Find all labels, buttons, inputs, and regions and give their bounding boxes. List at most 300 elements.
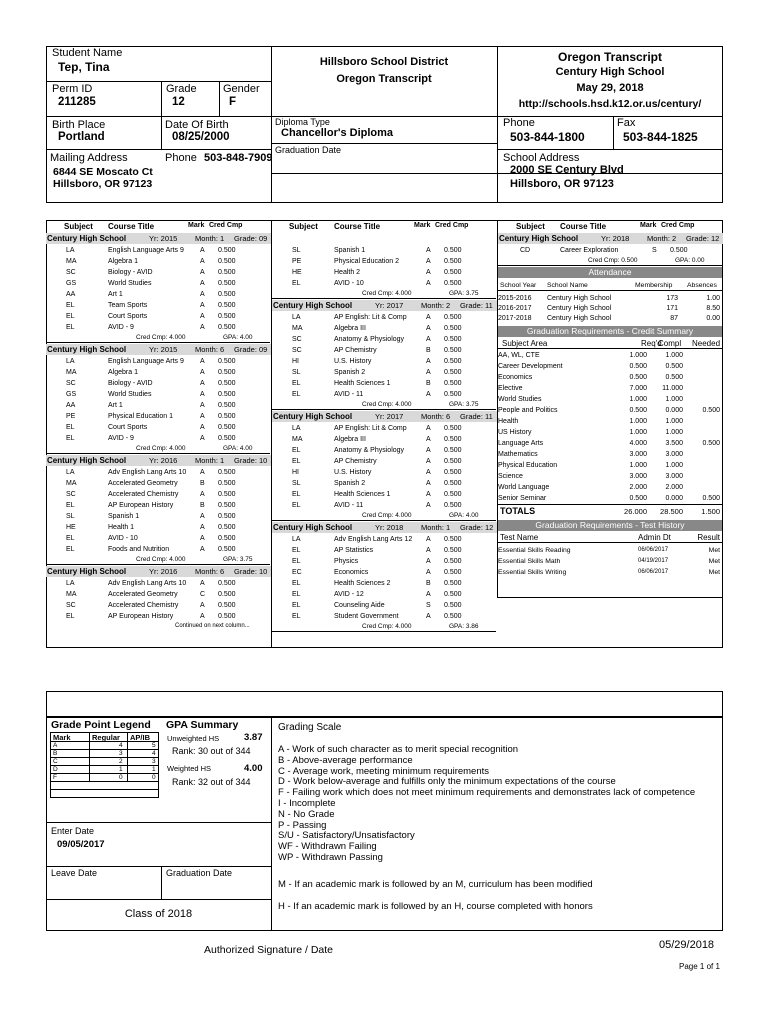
graduation-date-label-lower: Graduation Date [166,868,233,878]
attendance-row [498,313,722,324]
credit-completed: 1.000 [665,462,683,469]
course-credit: 0.500 [218,391,236,398]
weighted-label: Weighted HS [167,764,212,773]
term-year: Yr: 2015 [149,234,178,243]
course-credit: 0.500 [218,402,236,409]
totals-needed: 1.500 [701,507,720,516]
term-header [272,411,497,422]
course-row [272,267,492,278]
continued-note: Continued on next column... [175,623,250,629]
course-credit: 0.500 [218,324,236,331]
test-history-header [498,532,722,543]
course-credit: 0.500 [218,535,236,542]
course-subject: GS [66,391,77,398]
attendance-title: Attendance [498,267,722,278]
attendance-school: Century High School [547,305,612,312]
unweighted-rank: Rank: 30 out of 344 [172,746,251,756]
course-title: AVID - 11 [334,502,364,509]
course-title: English Language Arts 9 [108,247,184,254]
credit-row [498,383,722,394]
course-title: AP European History [108,613,174,620]
course-credit: 0.500 [218,591,236,598]
term-summary [46,333,270,343]
course-row [46,322,266,333]
course-subject: EL [66,535,75,542]
test-date: 06/06/2017 [638,569,669,575]
course-title: AVID - 9 [108,435,134,442]
course-subject: SC [292,336,302,343]
signature-date: 05/29/2018 [659,939,715,951]
course-row [272,600,492,611]
school-name: Century High School [555,66,665,78]
course-subject: LA [66,580,75,587]
course-row [46,578,266,589]
course-title: Economics [334,569,369,576]
credit-required: 3.000 [629,473,647,480]
course-credit: 0.500 [444,325,462,332]
credit-needed: 0.500 [702,440,720,447]
course-credit: 0.500 [444,336,462,343]
course-title: Art 1 [108,291,123,298]
course-row [46,611,266,622]
course-mark: C [200,591,206,598]
course-credit: 0.500 [218,580,236,587]
test-col-header: Test Name [500,533,539,542]
course-credit: 0.500 [218,469,236,476]
course-mark: A [200,269,205,276]
course-credit: 0.500 [218,613,236,620]
credit-needed: 0.500 [702,407,720,414]
mailing-address-label: Mailing Address [50,152,128,164]
course-subject: MA [292,436,303,443]
legend-mark: D [53,766,58,773]
credit-row [498,361,722,372]
course-mark: A [426,258,431,265]
attendance-absences: 1.00 [706,295,720,302]
credit-completed: 1.000 [665,418,683,425]
course-mark: A [426,369,431,376]
course-mark: A [426,314,431,321]
term-header [272,522,497,533]
totals-label: TOTALS [500,506,536,516]
course-credit: 0.500 [218,291,236,298]
course-row [272,334,492,345]
course-title: Spanish 1 [334,247,366,254]
course-row [272,323,492,334]
note-modified: M - If an academic mark is followed by an M, curriculum has been modified [278,879,593,890]
credit-subject: Career Development [498,363,563,370]
course-credit: 0.500 [670,247,688,254]
course-mark: A [426,502,431,509]
legend-apib: 1 [152,766,156,773]
course-row [46,267,266,278]
credit-subject: Economics [498,374,533,381]
credit-summary-title: Graduation Requirements - Credit Summary [498,326,722,337]
credit-col-header: Compl [658,339,682,348]
course-credit: 0.500 [218,269,236,276]
course-credit: 0.500 [444,491,462,498]
course-title: AP English: Lit & Comp [334,314,407,321]
credit-row [498,372,722,383]
course-subject: MA [66,258,77,265]
legend-apib: 0 [152,774,156,781]
attendance-school: Century High School [547,295,612,302]
dob: 08/25/2000 [172,131,230,143]
course-row [272,556,492,567]
term-month: Month: 6 [421,412,451,421]
course-row [272,278,492,289]
course-row [46,522,266,533]
leave-date-label: Leave Date [51,868,98,878]
course-row [272,478,492,489]
summary-gpa: GPA: 0.00 [675,257,705,264]
course-subject: EL [66,435,75,442]
legend-apib: 3 [152,758,156,765]
summary-credits: Cred Cmp: 4.000 [362,290,412,297]
course-title: Foods and Nutrition [108,546,170,553]
course-subject: EL [292,458,301,465]
term-summary [272,511,496,521]
course-subject: MA [66,591,77,598]
course-row [46,500,266,511]
credit-required: 1.000 [629,462,647,469]
course-title: Court Sports [108,313,148,320]
course-subject: EL [66,302,75,309]
term-grade: Grade: 09 [234,345,268,354]
legend-row [50,774,159,782]
attendance-year: 2017-2018 [498,315,532,322]
attendance-membership: 171 [666,305,678,312]
course-credit: 0.500 [444,613,462,620]
term-grade: Grade: 09 [234,234,268,243]
credit-completed: 0.000 [665,407,683,414]
credit-row [498,405,722,416]
course-mark: A [200,380,205,387]
mailing-line1: 6844 SE Moscato Ct [53,166,153,178]
summary-credits: Cred Cmp: 4.000 [136,334,186,341]
district-name: Hillsboro School District [319,56,449,68]
course-row [46,389,266,400]
test-row [498,567,722,578]
summary-gpa: GPA: 3.86 [449,623,479,630]
legend-row-empty [50,790,159,798]
course-row [46,367,266,378]
course-credit: 0.500 [218,313,236,320]
course-row [272,456,492,467]
course-credit: 0.500 [218,546,236,553]
credit-subject: Elective [498,385,523,392]
credit-row [498,449,722,460]
term-year: Yr: 2017 [375,412,404,421]
course-credit: 0.500 [218,424,236,431]
course-mark: A [426,447,431,454]
term-school: Century High School [273,523,353,532]
course-credit: 0.500 [218,413,236,420]
summary-gpa: GPA: 3.75 [449,290,479,297]
term-school: Century High School [47,234,127,243]
course-row [498,245,722,256]
course-title: AVID - 12 [334,591,364,598]
credit-completed: 2.000 [665,484,683,491]
course-subject: EL [66,502,75,509]
summary-gpa: GPA: 4.00 [449,512,479,519]
legend-mark: F [53,774,57,781]
credit-subject: World Studies [498,396,542,403]
course-row [46,467,266,478]
credit-needed: 0.500 [702,495,720,502]
legend-col-header: Regular [92,733,120,742]
course-mark: A [426,491,431,498]
course-row [272,467,492,478]
credit-required: 1.000 [629,396,647,403]
course-credit: 0.500 [444,469,462,476]
graduation-date-label: Graduation Date [275,145,342,155]
fax-label: Fax [617,117,636,129]
course-row [272,356,492,367]
course-mark: A [426,436,431,443]
course-row [46,544,266,555]
course-credit: 0.500 [444,591,462,598]
course-credit: 0.500 [444,347,462,354]
credit-subject: Science [498,473,523,480]
legend-regular: 1 [119,766,123,773]
credit-subject: Language Arts [498,440,544,447]
term-summary [272,622,496,632]
term-header [46,344,271,355]
course-subject: PE [66,413,76,420]
course-mark: A [200,291,205,298]
term-grade: Grade: 12 [686,234,720,243]
legend-mark: B [53,750,58,757]
course-mark: A [426,358,431,365]
course-row [46,489,266,500]
term-summary [498,256,722,266]
home-phone-label: Phone [165,152,197,164]
term-year: Yr: 2018 [375,523,404,532]
term-school: Century High School [273,412,353,421]
class-of: Class of 2018 [124,908,193,920]
test-row [498,545,722,556]
course-row [272,312,492,323]
course-subject: EL [292,613,301,620]
course-subject: LA [292,425,301,432]
course-mark: A [426,247,431,254]
grading-scale-item: WP - Withdrawn Passing [278,852,383,863]
course-row [46,245,266,256]
course-subject: EL [292,280,301,287]
course-mark: A [426,591,431,598]
course-title: Student Government [334,613,399,620]
credit-col-header: Needed [692,339,721,348]
course-subject: AA [66,402,76,409]
course-credit: 0.500 [444,447,462,454]
term-header [46,566,271,577]
legend-row [50,742,159,750]
grading-scale-item: D - Work below-average and fulfills only the minimum expectations of the course [278,776,616,788]
course-mark: A [200,302,205,309]
course-credit: 0.500 [444,280,462,287]
gender-value: F [229,96,237,108]
attendance-col-header: School Year [500,282,537,289]
credit-row [498,460,722,471]
course-row [272,589,492,600]
course-title: Algebra 1 [108,369,138,376]
course-credit: 0.500 [218,480,236,487]
credit-required: 3.000 [629,451,647,458]
course-title: Team Sports [108,302,148,309]
credit-subject: Senior Seminar [498,495,547,502]
test-date: 06/06/2017 [638,547,669,553]
credit-required: 2.000 [629,484,647,491]
course-subject: MA [292,325,303,332]
enter-date-label: Enter Date [51,826,95,836]
credit-completed: 0.000 [665,495,683,502]
course-title: World Studies [108,280,152,287]
credit-required: 0.500 [629,363,647,370]
credit-completed: 1.000 [665,396,683,403]
grading-scale-item: I - Incomplete [278,798,336,809]
credit-subject: AA, WL, CTE [498,352,540,359]
school-url[interactable]: http://schools.hsd.k12.or.us/century/ [518,98,702,110]
course-title: Accelerated Chemistry [108,491,179,498]
course-mark: A [426,480,431,487]
course-subject: PE [292,258,302,265]
course-subject: EL [66,424,75,431]
course-subject: EL [66,313,75,320]
course-credit: 0.500 [218,258,236,265]
course-row [272,611,492,622]
term-school: Century High School [273,301,353,310]
grading-scale-item: C - Average work, meeting minimum requirements [278,765,490,777]
legend-apib: 5 [152,742,156,749]
term-grade: Grade: 10 [234,456,268,465]
summary-credits: Cred Cmp: 4.000 [362,401,412,408]
course-title: AP Statistics [334,547,374,554]
term-header [272,300,497,311]
course-subject: EL [292,447,301,454]
credit-required: 1.000 [629,429,647,436]
grade-label: Grade [166,83,197,95]
course-row [46,256,266,267]
course-mark: A [426,280,431,287]
course-title: Physical Education 1 [108,413,173,420]
credit-row [498,350,722,361]
course-title: AVID - 10 [108,535,138,542]
course-subject: HI [292,469,299,476]
course-row [46,400,266,411]
course-row [46,533,266,544]
legend-regular: 0 [119,774,123,781]
test-history-title: Graduation Requirements - Test History [498,520,722,531]
course-credit: 0.500 [218,302,236,309]
course-credit: 0.500 [218,435,236,442]
unweighted-gpa: 3.87 [244,732,263,743]
term-month: Month: 6 [195,567,225,576]
course-title: Court Sports [108,424,148,431]
term-year: Yr: 2018 [601,234,630,243]
attendance-absences: 8.50 [706,305,720,312]
school-fax: 503-844-1825 [623,130,698,144]
birth-place: Portland [58,131,105,143]
attendance-col-header: School Name [547,282,588,289]
course-title: Counseling Aide [334,602,385,609]
course-mark: A [426,325,431,332]
school-address-line1: 2000 SE Century Blvd [510,164,624,176]
legend-col-header: Mark [53,733,71,742]
course-title: Algebra III [334,436,366,443]
course-subject: EL [292,591,301,598]
credit-completed: 3.000 [665,451,683,458]
credit-row [498,471,722,482]
course-row [272,256,492,267]
test-result: Met [708,569,720,576]
course-credit: 0.500 [218,247,236,254]
course-credit: 0.500 [218,502,236,509]
course-mark: A [426,547,431,554]
summary-gpa: GPA: 3.75 [449,401,479,408]
credit-summary-header [498,338,722,349]
course-row [46,289,266,300]
birth-place-label: Birth Place [52,119,106,131]
weighted-gpa: 4.00 [244,763,263,774]
test-result: Met [708,547,720,554]
phone-label: Phone [503,117,535,129]
course-title: Health Sciences 1 [334,491,391,498]
course-subject: EL [292,502,301,509]
credit-row [498,427,722,438]
course-title: AP Chemistry [334,458,377,465]
course-title: Health 2 [334,269,361,276]
course-mark: A [426,425,431,432]
legend-row [50,758,159,766]
course-credit: 0.500 [444,547,462,554]
credit-totals [498,504,722,515]
term-month: Month: 1 [421,523,451,532]
term-school: Century High School [47,345,127,354]
legend-header [50,732,159,742]
credit-row [498,493,722,504]
course-row [272,578,492,589]
course-title: AP European History [108,502,174,509]
course-credit: 0.500 [444,436,462,443]
summary-credits: Cred Cmp: 4.000 [136,556,186,563]
course-row [272,245,492,256]
course-mark: A [200,435,205,442]
term-school: Century High School [499,234,579,243]
course-mark: A [200,580,205,587]
unweighted-label: Unweighted HS [167,734,220,743]
test-name: Essential Skills Reading [498,547,571,554]
term-month: Month: 2 [647,234,677,243]
attendance-membership: 87 [670,315,678,322]
course-mark: B [426,580,431,587]
credit-row [498,394,722,405]
credit-subject: Mathematics [498,451,538,458]
course-title: AVID - 10 [334,280,364,287]
course-row [272,445,492,456]
credit-required: 0.500 [629,407,647,414]
student-name-label: Student Name [52,47,123,59]
summary-credits: Cred Cmp: 0.500 [588,257,638,264]
course-title: Career Exploration [560,247,619,254]
attendance-membership: 173 [666,295,678,302]
weighted-rank: Rank: 32 out of 344 [172,777,251,787]
attendance-school: Century High School [547,315,612,322]
course-subject: LA [66,247,75,254]
credit-subject: World Language [498,484,550,491]
course-row [46,600,266,611]
course-subject: EL [66,324,75,331]
